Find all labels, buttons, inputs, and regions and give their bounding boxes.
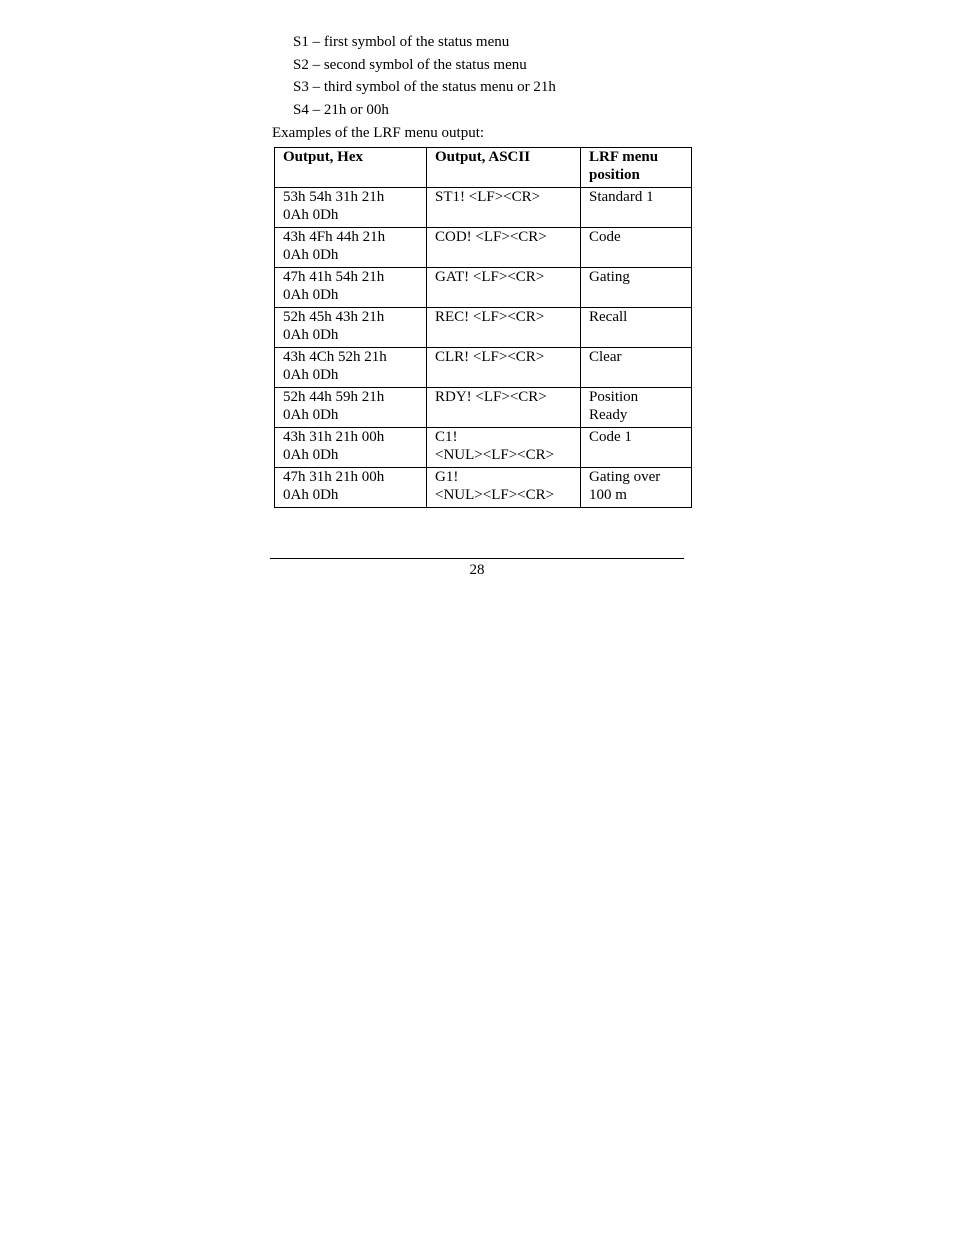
table-row bbox=[275, 428, 692, 468]
table-row bbox=[275, 268, 692, 308]
cell-line: 43h 31h 21h 00h bbox=[283, 429, 385, 445]
page-number: 28 bbox=[469, 562, 485, 578]
cell-line: 47h 41h 54h 21h bbox=[283, 269, 385, 285]
cell-ascii bbox=[427, 388, 581, 428]
cell-line: 0Ah 0Dh bbox=[283, 327, 339, 343]
cell-line: Standard 1 bbox=[589, 189, 654, 205]
header-output-hex bbox=[275, 148, 427, 188]
header-menu-position-line: LRF menu bbox=[589, 149, 659, 165]
header-output-hex-label: Output, Hex bbox=[283, 149, 364, 165]
cell-hex bbox=[275, 468, 427, 508]
cell-position bbox=[581, 188, 692, 228]
cell-line: COD! <LF><CR> bbox=[435, 229, 547, 245]
cell-position bbox=[581, 468, 692, 508]
lrf-output-table bbox=[274, 147, 692, 508]
cell-hex bbox=[275, 308, 427, 348]
cell-line: Clear bbox=[589, 349, 622, 365]
cell-line: 0Ah 0Dh bbox=[283, 287, 339, 303]
cell-line: Gating over bbox=[589, 469, 661, 485]
table-row bbox=[275, 188, 692, 228]
cell-line: G1! bbox=[435, 469, 459, 485]
cell-hex bbox=[275, 188, 427, 228]
cell-line: 0Ah 0Dh bbox=[283, 207, 339, 223]
table-intro-text: Examples of the LRF menu output: bbox=[272, 125, 485, 141]
status-symbol-list bbox=[293, 33, 556, 124]
footer-divider bbox=[270, 558, 684, 559]
cell-position bbox=[581, 268, 692, 308]
cell-ascii bbox=[427, 308, 581, 348]
cell-line: GAT! <LF><CR> bbox=[435, 269, 545, 285]
symbol-item-s3: S3 – third symbol of the status menu or 21h bbox=[293, 79, 556, 96]
cell-ascii bbox=[427, 268, 581, 308]
cell-line: Gating bbox=[589, 269, 630, 285]
cell-ascii bbox=[427, 228, 581, 268]
cell-line: <NUL><LF><CR> bbox=[435, 447, 555, 463]
cell-line: 0Ah 0Dh bbox=[283, 407, 339, 423]
cell-line: 0Ah 0Dh bbox=[283, 367, 339, 383]
table-row bbox=[275, 348, 692, 388]
cell-line: 53h 54h 31h 21h bbox=[283, 189, 385, 205]
cell-line: 43h 4Ch 52h 21h bbox=[283, 349, 387, 365]
cell-line: <NUL><LF><CR> bbox=[435, 487, 555, 503]
cell-line: RDY! <LF><CR> bbox=[435, 389, 547, 405]
table-header-row bbox=[275, 148, 692, 188]
cell-ascii bbox=[427, 428, 581, 468]
cell-ascii bbox=[427, 468, 581, 508]
cell-line: 52h 45h 43h 21h bbox=[283, 309, 385, 325]
cell-line: 43h 4Fh 44h 21h bbox=[283, 229, 386, 245]
cell-line: 100 m bbox=[589, 487, 627, 503]
cell-line: 0Ah 0Dh bbox=[283, 247, 339, 263]
table-row bbox=[275, 308, 692, 348]
cell-line: Ready bbox=[589, 407, 628, 423]
cell-ascii bbox=[427, 188, 581, 228]
cell-line: 52h 44h 59h 21h bbox=[283, 389, 385, 405]
cell-line: Code 1 bbox=[589, 429, 632, 445]
cell-position bbox=[581, 228, 692, 268]
cell-hex bbox=[275, 268, 427, 308]
table-row bbox=[275, 388, 692, 428]
cell-line: 0Ah 0Dh bbox=[283, 487, 339, 503]
table-row bbox=[275, 468, 692, 508]
cell-hex bbox=[275, 388, 427, 428]
header-output-ascii bbox=[427, 148, 581, 188]
cell-ascii bbox=[427, 348, 581, 388]
cell-hex bbox=[275, 228, 427, 268]
cell-position bbox=[581, 348, 692, 388]
cell-position bbox=[581, 388, 692, 428]
cell-line: C1! bbox=[435, 429, 458, 445]
symbol-item-s4: S4 – 21h or 00h bbox=[293, 102, 389, 119]
cell-line: REC! <LF><CR> bbox=[435, 309, 545, 325]
cell-line: Recall bbox=[589, 309, 628, 325]
cell-position bbox=[581, 308, 692, 348]
cell-hex bbox=[275, 428, 427, 468]
header-menu-position bbox=[581, 148, 692, 188]
cell-line: 0Ah 0Dh bbox=[283, 447, 339, 463]
cell-line: Position bbox=[589, 389, 639, 405]
header-menu-position-line: position bbox=[589, 167, 640, 183]
symbol-item-s1: S1 – first symbol of the status menu bbox=[293, 34, 510, 50]
cell-line: 47h 31h 21h 00h bbox=[283, 469, 385, 485]
cell-position bbox=[581, 428, 692, 468]
cell-hex bbox=[275, 348, 427, 388]
cell-line: ST1! <LF><CR> bbox=[435, 189, 541, 205]
symbol-item-s2: S2 – second symbol of the status menu bbox=[293, 56, 527, 73]
table-row bbox=[275, 228, 692, 268]
header-output-ascii-label: Output, ASCII bbox=[435, 149, 531, 165]
cell-line: Code bbox=[589, 229, 621, 245]
cell-line: CLR! <LF><CR> bbox=[435, 349, 545, 365]
